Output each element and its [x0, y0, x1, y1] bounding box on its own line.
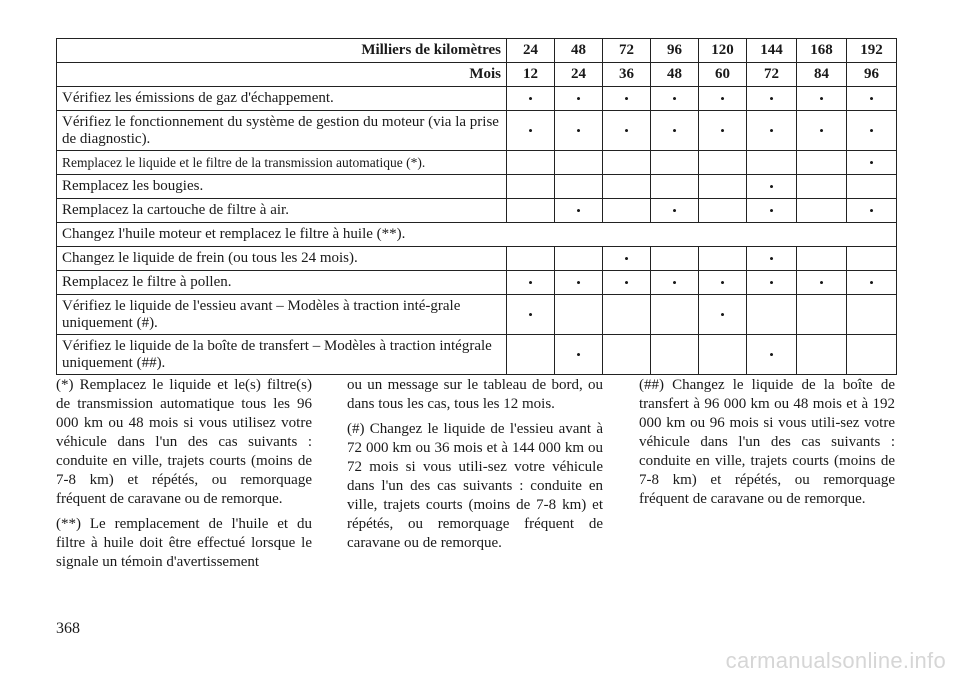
km-interval-cell: 48	[555, 39, 603, 63]
footnote-transmission: (*) Remplacez le liquide et le(s) filtre(s) de transmission automatique tous les 96 000 km ou 48 mois si vous utilisez votre véhicule dans l'un des cas suivants : conduite en ville, trajets courts (moins de 7-8 km) et répétés, ou remorquage fréquent de caravane ou de remorque.	[56, 377, 312, 507]
empty-cell	[651, 247, 699, 271]
header-row-months-label: Mois	[57, 63, 507, 87]
task-label: Remplacez le filtre à pollen.	[57, 271, 507, 295]
km-interval-cell: 144	[747, 39, 797, 63]
schedule-row	[57, 295, 897, 335]
footnote-column-3	[639, 376, 895, 515]
service-bullet: •	[699, 271, 747, 295]
task-label: Changez le liquide de frein (ou tous les 24 mois).	[57, 247, 507, 271]
footnotes	[56, 376, 896, 606]
task-label: Vérifiez le fonctionnement du système de gestion du moteur (via la prise de diagnostic).	[57, 111, 507, 151]
schedule-row	[57, 223, 897, 247]
empty-cell	[555, 175, 603, 199]
footnote-front-axle: (#) Changez le liquide de l'essieu avant à 72 000 km ou 36 mois et à 144 000 km ou 72 mois si vous utili-sez votre véhicule dans l'un des cas suivants : conduite en ville, trajets courts (moins de 7-8 km) et répétés, ou remorquage fréquent de caravane ou de remorque.	[347, 421, 603, 551]
empty-cell	[797, 295, 847, 335]
month-interval-cell: 84	[797, 63, 847, 87]
task-label: Changez l'huile moteur et remplacez le filtre à huile (**).	[57, 223, 897, 247]
km-interval-cell: 96	[651, 39, 699, 63]
empty-cell	[651, 295, 699, 335]
empty-cell	[507, 151, 555, 175]
empty-cell	[747, 151, 797, 175]
empty-cell	[603, 199, 651, 223]
service-bullet: •	[555, 335, 603, 375]
service-bullet: •	[747, 111, 797, 151]
service-bullet: •	[603, 87, 651, 111]
service-bullet: •	[747, 199, 797, 223]
footnote-column-1	[56, 376, 312, 578]
empty-cell	[797, 335, 847, 375]
empty-cell	[555, 247, 603, 271]
schedule-row	[57, 175, 897, 199]
km-interval-cell: 72	[603, 39, 651, 63]
footnote-column-2	[347, 376, 603, 559]
service-bullet: •	[847, 199, 897, 223]
empty-cell	[699, 247, 747, 271]
month-interval-cell: 96	[847, 63, 897, 87]
service-bullet: •	[797, 271, 847, 295]
service-bullet: •	[603, 111, 651, 151]
km-interval-cell: 192	[847, 39, 897, 63]
footnote-oil-change: (**) Le remplacement de l'huile et du filtre à huile doit être effectué lorsque le signale un témoin d'avertissement	[56, 516, 312, 570]
empty-cell	[507, 175, 555, 199]
empty-cell	[603, 295, 651, 335]
service-bullet: •	[699, 295, 747, 335]
service-bullet: •	[651, 87, 699, 111]
empty-cell	[747, 295, 797, 335]
month-interval-cell: 24	[555, 63, 603, 87]
service-bullet: •	[507, 271, 555, 295]
schedule-row	[57, 247, 897, 271]
empty-cell	[847, 175, 897, 199]
service-bullet: •	[797, 111, 847, 151]
service-bullet: •	[603, 271, 651, 295]
empty-cell	[847, 247, 897, 271]
service-bullet: •	[847, 151, 897, 175]
service-bullet: •	[747, 247, 797, 271]
schedule-row	[57, 335, 897, 375]
service-bullet: •	[507, 111, 555, 151]
service-bullet: •	[651, 271, 699, 295]
service-bullet: •	[747, 335, 797, 375]
footnote-transfer-case: (##) Changez le liquide de la boîte de transfert à 96 000 km ou 48 mois et à 192 000 km ou 96 mois si vous utili-sez votre véhicule dans l'un des cas suivants : conduite en ville, trajets courts (moins de 7-8 km) et répétés, ou remorquage fréquent de caravane ou de remorque.	[639, 377, 895, 507]
empty-cell	[507, 335, 555, 375]
task-label: Remplacez les bougies.	[57, 175, 507, 199]
task-label: Vérifiez le liquide de la boîte de transfert – Modèles à traction intégrale uniquement (##).	[57, 335, 507, 375]
empty-cell	[699, 199, 747, 223]
header-row-km-label: Milliers de kilomètres	[57, 39, 507, 63]
km-interval-cell: 120	[699, 39, 747, 63]
task-label: Remplacez la cartouche de filtre à air.	[57, 199, 507, 223]
schedule-row	[57, 199, 897, 223]
month-interval-cell: 60	[699, 63, 747, 87]
empty-cell	[603, 335, 651, 375]
month-interval-cell: 72	[747, 63, 797, 87]
service-bullet: •	[603, 247, 651, 271]
service-bullet: •	[699, 87, 747, 111]
empty-cell	[507, 199, 555, 223]
service-bullet: •	[699, 111, 747, 151]
empty-cell	[603, 151, 651, 175]
empty-cell	[797, 247, 847, 271]
schedule-row	[57, 111, 897, 151]
service-bullet: •	[847, 271, 897, 295]
empty-cell	[699, 335, 747, 375]
header-row-km	[57, 39, 897, 63]
service-bullet: •	[651, 111, 699, 151]
schedule-row	[57, 271, 897, 295]
header-row-months	[57, 63, 897, 87]
empty-cell	[699, 175, 747, 199]
schedule-row	[57, 151, 897, 175]
watermark-text: carmanualsonline.info	[725, 648, 946, 673]
service-bullet: •	[555, 111, 603, 151]
empty-cell	[651, 175, 699, 199]
service-bullet: •	[847, 111, 897, 151]
service-bullet: •	[555, 199, 603, 223]
footnote-oil-change-cont: ou un message sur le tableau de bord, ou dans tous les cas, tous les 12 mois.	[347, 377, 603, 412]
empty-cell	[555, 295, 603, 335]
empty-cell	[797, 199, 847, 223]
page-number: 368	[56, 620, 80, 637]
service-bullet: •	[747, 87, 797, 111]
empty-cell	[797, 175, 847, 199]
task-label: Vérifiez le liquide de l'essieu avant – Modèles à traction inté-grale uniquement (#).	[57, 295, 507, 335]
service-bullet: •	[797, 87, 847, 111]
month-interval-cell: 12	[507, 63, 555, 87]
empty-cell	[603, 175, 651, 199]
service-bullet: •	[847, 87, 897, 111]
empty-cell	[651, 151, 699, 175]
empty-cell	[555, 151, 603, 175]
km-interval-cell: 168	[797, 39, 847, 63]
service-bullet: •	[507, 87, 555, 111]
empty-cell	[507, 247, 555, 271]
service-bullet: •	[747, 271, 797, 295]
empty-cell	[847, 335, 897, 375]
empty-cell	[699, 151, 747, 175]
service-bullet: •	[507, 295, 555, 335]
month-interval-cell: 36	[603, 63, 651, 87]
service-bullet: •	[651, 199, 699, 223]
service-bullet: •	[555, 271, 603, 295]
task-label: Vérifiez les émissions de gaz d'échappement.	[57, 87, 507, 111]
empty-cell	[847, 295, 897, 335]
maintenance-schedule-table	[56, 38, 897, 375]
service-bullet: •	[747, 175, 797, 199]
task-label: Remplacez le liquide et le filtre de la transmission automatique (*).	[57, 151, 507, 175]
service-bullet: •	[555, 87, 603, 111]
month-interval-cell: 48	[651, 63, 699, 87]
schedule-row	[57, 87, 897, 111]
km-interval-cell: 24	[507, 39, 555, 63]
empty-cell	[651, 335, 699, 375]
empty-cell	[797, 151, 847, 175]
